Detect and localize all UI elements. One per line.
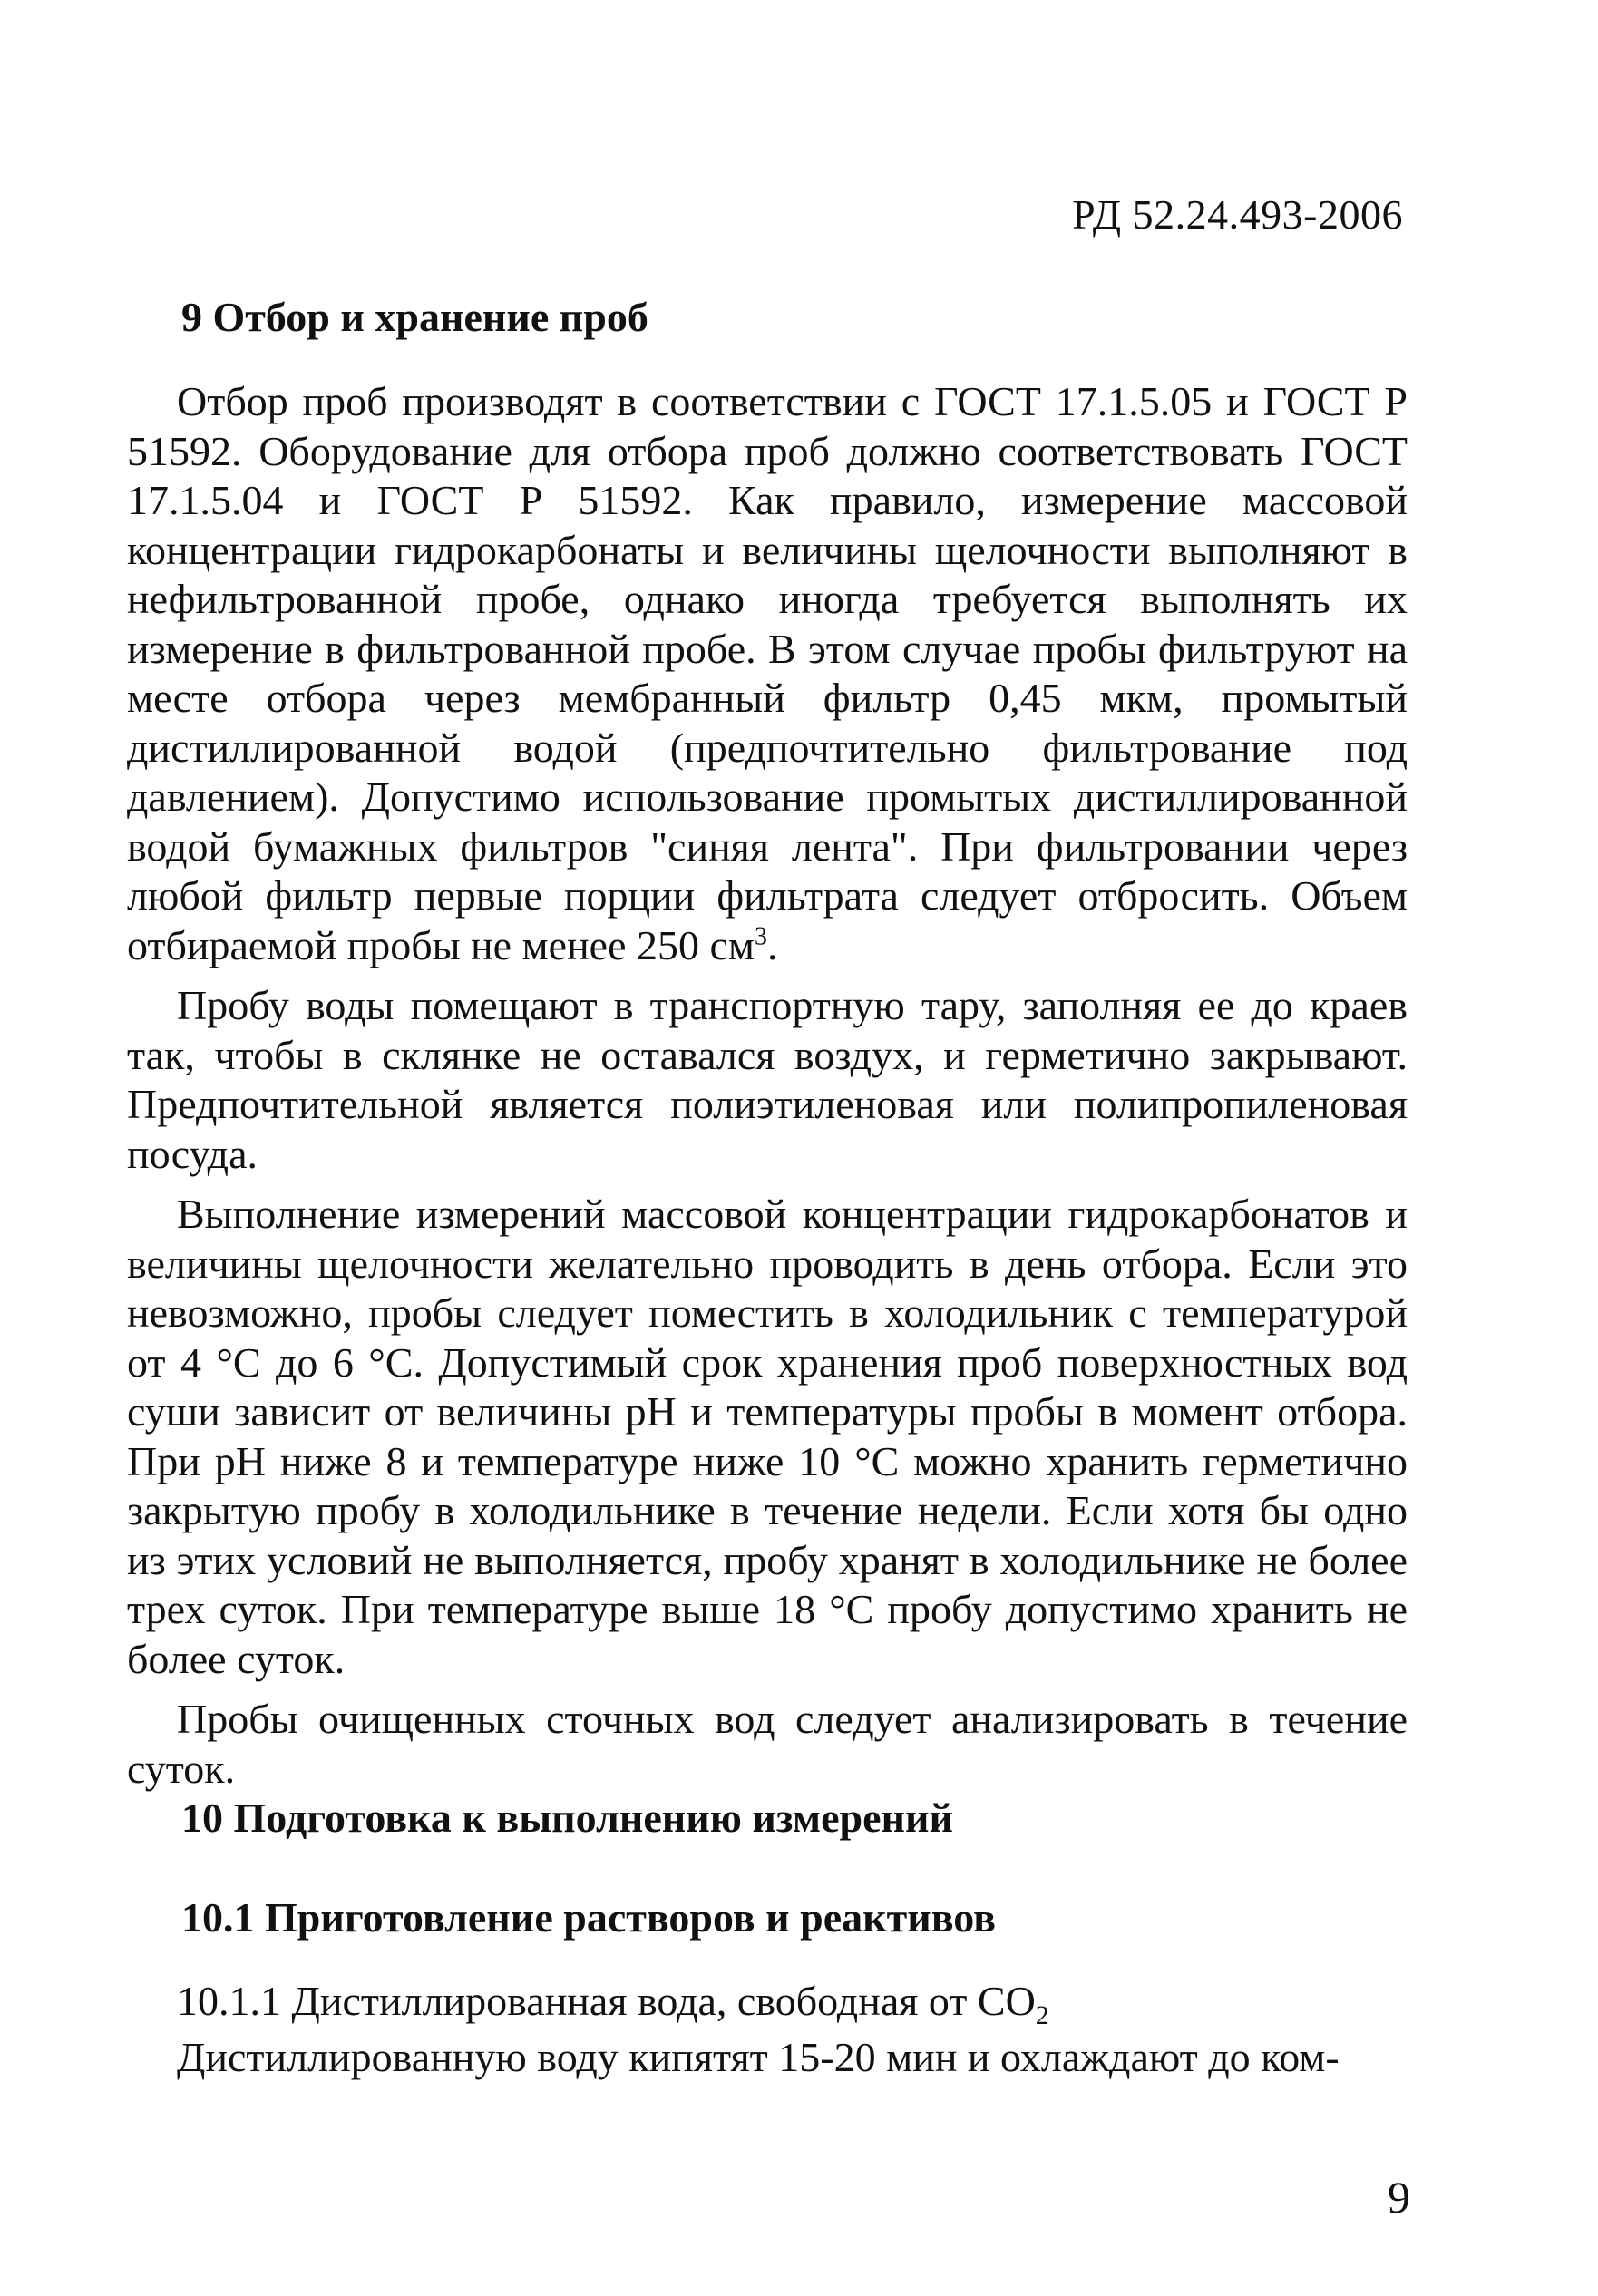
paragraph-wastewater: Пробы очищенных сточных вод следует анализировать в течение суток.	[127, 1696, 1408, 1792]
item-10-1-1-label: 10.1.1 Дистиллированная вода, свободная от $CO_2$	[177, 1978, 1049, 2031]
paragraph-storage: Выполнение измерений массовой концентрации гидрокарбонатов и величины щелочности желательно проводить в день отбора. Если это невозможно, пробы следует поместить в холодильник с температурой от 4 °С до 6 °С. Допустимый срок хранения проб поверхностных вод суши зависит от величины pH и температуры пробы в момент отбора. При pH ниже 8 и температуре ниже 10 °С можно хранить герметично закрытую пробу в холодильнике в течение недели. Если хотя бы одно из этих условий не выполняется, пробу хранят в холодильнике не более трех суток. При температуре выше 18 °С пробу допустимо хранить не более суток.	[127, 1191, 1408, 1682]
section-9-heading: 9 Отбор и хранение проб	[181, 294, 648, 340]
section-10-heading: 10 Подготовка к выполнению измерений	[181, 1795, 953, 1841]
paragraph-container: Пробу воды помещают в транспортную тару, заполняя ее до краев так, чтобы в склянке не оставался воздух, и герметично закрывают. Предпочтительной является полиэтиленовая или полипропиленовая посуда.	[127, 982, 1408, 1177]
subscript-2: 2	[1035, 2000, 1049, 2031]
section-9-body	[127, 377, 1408, 1803]
superscript-3: 3	[755, 922, 768, 951]
section-10-1-1-body	[177, 1973, 1408, 2086]
document-code-header: РД 52.24.493-2006	[1072, 191, 1403, 238]
item-10-1-1-text: Дистиллированную воду кипятят 15-20 мин и охлаждают до ком-	[177, 2034, 1340, 2080]
paragraph-sampling: Отбор проб производят в соответствии с ГОСТ 17.1.5.05 и ГОСТ Р 51592. Оборудование для отбора проб должно соответствовать ГОСТ 17.1.5.04 и ГОСТ Р 51592. Как правило, измерение массовой концентрации гидрокарбонаты и величины щелочности выполняют в нефильтрованной пробе, однако иногда требуется выполнять их измерение в фильтрованной пробе. В этом случае пробы фильтруют на месте отбора через мембранный фильтр 0,45 мкм, промытый дистиллированной водой (предпочтительно фильтрование под давлением). Допустимо использование промытых дистиллированной водой бумажных фильтров "синяя лента". При фильтровании через любой фильтр первые порции фильтрата следует отбросить. Объем отбираемой пробы не менее 250 $см^3$.	[127, 378, 1408, 968]
section-10-1-heading: 10.1 Приготовление растворов и реактивов	[181, 1894, 996, 1941]
page-number: 9	[1388, 2172, 1410, 2223]
